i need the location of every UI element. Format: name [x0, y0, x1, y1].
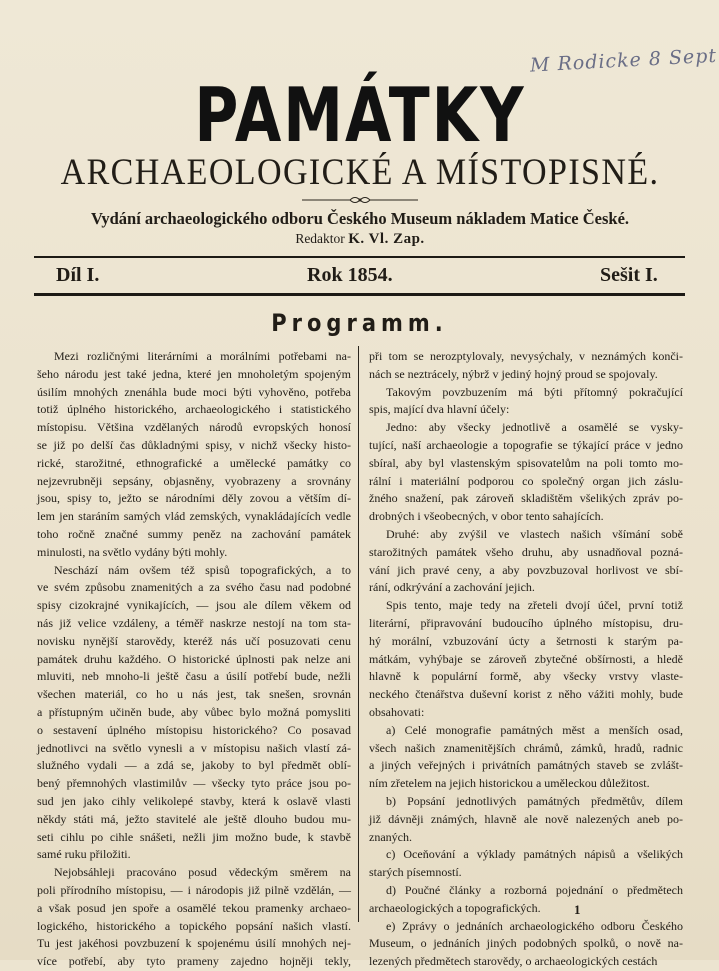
text-line: všech našich znamenitějších chrámů, zámků, hradů, radnic: [369, 740, 683, 755]
column-divider: [358, 346, 359, 922]
text-line: jednotlivci na světlo vynesli a v místopisu našich vlastí zá-: [37, 740, 351, 755]
text-line: totiž úplného historického, archaeologického i statistického: [37, 402, 351, 417]
text-line: poli přírodního místopisu, — i národopis již pilně vzdělán, —: [37, 882, 351, 897]
text-line: žného snažení, pak zároveň skladištěm všelikých zpráv po-: [369, 491, 683, 506]
text-line: d) Poučné články a rozborná pojednání o předmětech: [386, 882, 683, 897]
text-line: jsou, spisy to, ježto se národními děly zovou a větším dí-: [37, 491, 351, 506]
text-line: více potřebí, aby tyto prameny zajedno hojněji tekly,: [37, 954, 351, 969]
text-line: rální i materiální podporou co společný organ jich záslu-: [369, 473, 683, 488]
text-line: c) Oceňování a výklady památných nápisů a všelikých: [386, 847, 683, 862]
text-line: Druhé: aby zvýšil ve vlastech našich všímání sobě: [386, 526, 683, 541]
text-line: služného vydali — a zdá se, jakoby to byl předmět oblí-: [37, 758, 351, 773]
ornament-divider: [300, 195, 420, 205]
section-title: Programm.: [271, 309, 448, 337]
left-column: [37, 348, 351, 971]
masthead-subtitle: ARCHAEOLOGICKÉ A MÍSTOPISNÉ.: [60, 152, 660, 193]
masthead-title: PAMÁTKY: [194, 72, 526, 160]
text-line: starých písemností.: [369, 865, 462, 880]
text-line: minulosti, na světlo vydány býti mohly.: [37, 544, 228, 559]
text-line: archaeologických a topografických.: [369, 900, 541, 915]
issue-number: Sešit I.: [600, 264, 658, 286]
text-line: mluviti, neb mnoho-li ještě času a úsilí potřebí bude, nežli: [37, 669, 351, 684]
text-line: lem jen staráním samých vlád zemských, vynakládajících vedle: [37, 509, 351, 524]
editor-name: K. Vl. Zap.: [348, 231, 425, 247]
text-line: drobných i všeobecných, v obor tento sahajících.: [369, 509, 604, 524]
issue-info-row: [44, 259, 664, 291]
text-line: starožitných památek všeho druhu, aby usnadňoval pozná-: [369, 544, 683, 559]
text-line: tující, naší archaeologie a topografie se týkající práce v jedno: [369, 437, 683, 452]
text-line: místopisu. Většina vzdělaných národů evropských honosí: [37, 420, 351, 435]
text-line: b) Popsání jednotlivých památných předmětův, dílem: [386, 793, 683, 808]
issue-year: Rok 1854.: [307, 264, 393, 286]
text-line: Museum, o jednáních jiných podobných spolků, o nově na-: [369, 936, 683, 951]
text-line: nách se neztrácely, nýbrž v jediný hojný proud se spojovaly.: [369, 366, 658, 381]
rule-bottom: [34, 293, 685, 296]
text-line: Takovým povzbuzením má býti přítomný pokračující: [386, 384, 683, 399]
text-line: při tom se nerozptylovaly, nevysýchaly, v neznámých konči-: [369, 349, 683, 363]
text-line: památek druhu každého. O historické úplnosti pak nelze ani: [37, 651, 351, 666]
text-line: Neschází nám ovšem též spisů topografických, a to: [54, 562, 351, 577]
page-number: 1: [574, 902, 581, 917]
editor-label: Redaktor: [295, 231, 345, 246]
text-line: samé ruku přiložiti.: [37, 847, 131, 862]
text-line: logického, historického a topického popsání našich vlastí.: [37, 918, 351, 933]
text-line: již dávněji známých, hlavně ale nově nalezených aneb po-: [369, 811, 683, 826]
text-line: Jedno: aby všecky jednotlivě a osamělé se vysky-: [386, 420, 683, 435]
text-line: rání, odkrývání a zachování jejich.: [369, 580, 535, 595]
text-line: o sestavení úplného místopisu historického? Co posavad: [37, 722, 351, 737]
text-line: a jiných veřejných i privátních památných staveb se zvlášt-: [369, 758, 683, 773]
text-line: neckého čtenářstva duševní korist z něho vážiti mohly, bude: [369, 687, 683, 702]
text-line: nejzevrubněji sepsány, objasněny, vyobrazeny a srovnány: [37, 473, 351, 488]
text-line: novisku nynější starovědy, kteréž nás učí posuzovati cenu: [37, 633, 351, 648]
text-line: sbíral, aby byl vlastenským spisovatelům na poli tomto mo-: [369, 455, 683, 470]
text-line: a) Celé monografie památných měst a menších osad,: [386, 722, 683, 737]
text-line: Tu jest jakéhosi povzbuzení k spojenému úsilí mnohých nej-: [37, 936, 351, 951]
text-line: mátkám, vyhýbaje se zároveň zbytečné obšírnosti, a hledě: [369, 651, 683, 666]
text-line: znaných.: [369, 829, 412, 844]
text-line: Mezi rozličnými literárními a morálními potřebami na-: [54, 349, 351, 363]
text-line: Nejobsáhleji pracováno posud vědeckým směrem na: [54, 865, 351, 880]
editor-line: [40, 230, 680, 248]
publisher-line: Vydání archaeologického odboru Českého Museum nákladem Matice České.: [90, 209, 630, 228]
text-line: lezených předmětech starovědy, o archaeologických cestách: [369, 954, 658, 969]
text-line: sud jen jako cihly velikolepé stavby, která k oslavě vlasti: [37, 793, 351, 808]
text-line: všechen materiál, co ho u nás jest, tak snešen, srovnán: [37, 687, 351, 702]
text-line: spisy cizokrajné vynikajících, — jsou ale dílem věkem od: [37, 598, 351, 613]
text-line: nás již velice vzdáleny, a téměř naskrze nestojí na tom sta-: [37, 615, 351, 630]
text-line: vání jich pravé ceny, a aby povzbuzoval horlivost ve sbí-: [369, 562, 683, 577]
text-line: úsilím mnohých znenáhla bude moci býti vyhověno, potřeba: [37, 384, 351, 399]
text-line: někdy státi má, ježto stavitelé ale ještě dlouho budou mu-: [37, 811, 351, 826]
text-line: se již po delší čas důkladnými spisy, v nichž všecky histo-: [37, 437, 351, 452]
text-line: literární, připravování budoucího úplného místopisu, dru-: [369, 615, 683, 630]
text-line: hý morální, vzbuzování úcty a šetrnosti k starým pa-: [369, 633, 683, 648]
text-line: ním zřetelem na jejich historickou a uměleckou důležitost.: [369, 776, 650, 791]
text-line: šeho národu jest také jedna, které jen mnoholetým spojeným: [37, 366, 351, 381]
issue-volume: Díl I.: [56, 264, 100, 286]
right-column: [369, 348, 683, 971]
text-line: bený přemnohých vlastimilův — všecky tyto práce jsou po-: [37, 776, 351, 791]
text-line: e) Zprávy o jednáních archaeologického odboru Českého: [386, 918, 683, 933]
text-line: hlavně k populární formě, aby všecky vrstvy vlaste-: [369, 669, 683, 684]
text-line: a však posud jen spoře a osamělé tekou pramenky archaeo-: [37, 900, 351, 915]
text-line: rické, starožitné, ethnografické a umělecké památky co: [37, 455, 351, 470]
text-line: toho ročně značné summy peněz na zachování památek: [37, 526, 351, 541]
text-line: obsahovati:: [369, 704, 425, 719]
rule-top: [34, 256, 685, 258]
handwritten-note: M Rodicke 8 Sept: [529, 44, 718, 77]
text-line: spis, mající dva hlavní účely:: [369, 402, 510, 417]
text-line: seti cihlu po cihle snášeti, nežli jim možno bude, k stavbě: [37, 829, 351, 844]
text-line: a přístupným učiněn bude, aby vůbec bylo možná pomysliti: [37, 704, 351, 719]
text-line: Spis tento, maje tedy na zřeteli dvojí účel, první totiž: [386, 598, 683, 613]
text-line: ve svém způsobu znamenitých a za svého času nad podobné: [37, 580, 351, 595]
